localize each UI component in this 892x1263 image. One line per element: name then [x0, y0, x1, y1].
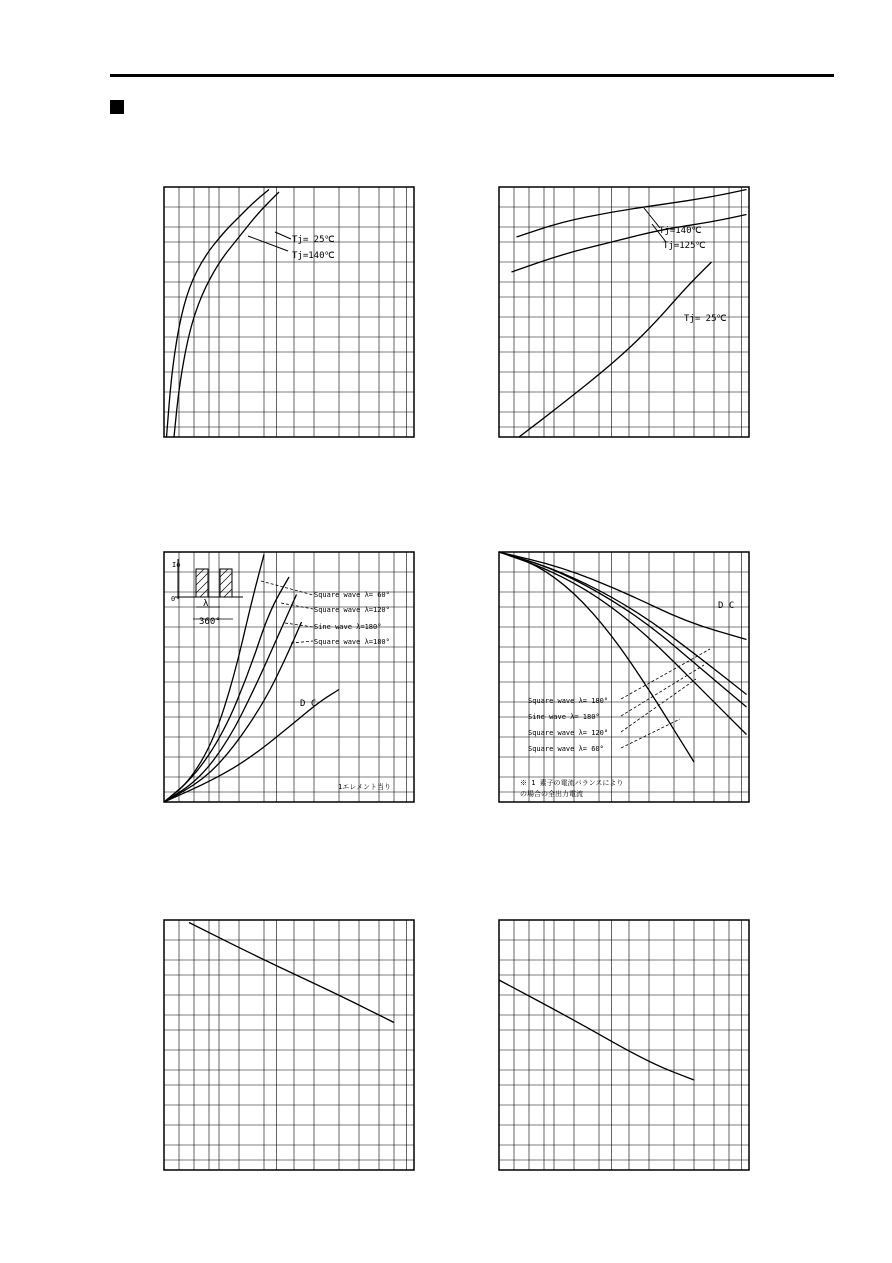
chart-surge-current: [163, 919, 415, 1172]
chart-4-note-2: の場合の全出力電流: [520, 790, 583, 798]
chart-6-svg: [498, 919, 750, 1172]
chart-2-label-tj125: Tj=125℃: [663, 241, 706, 251]
chart-4-leader-1: [621, 649, 710, 699]
chart-2-leader-1: [644, 208, 660, 228]
chart-2-label-tj140: Tj=140℃: [659, 226, 702, 236]
chart-1-series-2-line: [174, 192, 279, 437]
chart-1-label-tj140: Tj=140℃: [292, 251, 335, 261]
chart-4-note-1: ※ 1 素子の電流バランスにより: [520, 779, 624, 787]
chart-1-svg: [163, 186, 415, 439]
waveform-inset: [171, 559, 243, 627]
chart-1-leader-2: [248, 236, 288, 251]
chart-1-label-tj25: Tj= 25℃: [292, 235, 335, 245]
chart-4-label-sq60: Square wave λ= 60°: [528, 745, 604, 753]
chart-4-label-sq180: Square wave λ= 180°: [528, 697, 609, 705]
chart-reverse-characteristic: [498, 186, 750, 439]
chart-6-frame: [499, 920, 749, 1170]
chart-3-label-sq180: Square wave λ=180°: [314, 638, 390, 646]
inset-zero-label: 0: [171, 595, 176, 603]
chart-2-frame: [499, 187, 749, 437]
chart-1-leader-1: [275, 232, 291, 239]
chart-3-leader-1: [261, 581, 313, 595]
chart-2-svg: [498, 186, 750, 439]
chart-4-leader-2: [621, 665, 704, 716]
chart-2-label-tj25: Tj= 25℃: [684, 314, 727, 324]
chart-5-series-1-line: [189, 923, 394, 1023]
chart-4-series-4-line: [499, 552, 747, 695]
chart-3-label-sq60: Square wave λ= 60°: [314, 591, 390, 599]
chart-4-series-3-line: [499, 552, 747, 707]
chart-3-svg: [163, 551, 415, 804]
chart-3-label-sine180: Sine wave λ=180°: [314, 623, 382, 631]
chart-4-label-sine180: Sine wave λ= 180°: [528, 713, 600, 721]
chart-1-series-1-line: [167, 190, 270, 438]
chart-4-label-dc: D C: [718, 601, 735, 611]
chart-power-dissipation: [163, 551, 415, 804]
chart-3-leader-2: [281, 603, 313, 609]
inset-360-label: 360°: [199, 617, 221, 627]
chart-1-frame: [164, 187, 414, 437]
chart-5-svg: [163, 919, 415, 1172]
chart-3-label-per-element: 1エレメント当り: [338, 783, 392, 791]
chart-2-series-1-line: [517, 190, 747, 238]
chart-forward-characteristic: [163, 186, 415, 439]
chart-transient-thermal: [498, 919, 750, 1172]
chart-4-leader-4: [621, 719, 680, 748]
inset-io-label: Io: [172, 561, 181, 569]
section-bullet-icon: [110, 100, 124, 114]
header-rule: [110, 74, 834, 77]
chart-4-label-sq120: Square wave λ= 120°: [528, 729, 609, 737]
chart-4-svg: [498, 551, 750, 804]
chart-3-label-dc: D C: [300, 699, 317, 709]
chart-current-derating: [498, 551, 750, 804]
chart-4-series-2-line: [499, 552, 747, 735]
chart-2-series-3-line: [519, 262, 712, 437]
chart-5-frame: [164, 920, 414, 1170]
chart-3-label-sq120: Square wave λ=120°: [314, 606, 390, 614]
chart-4-leader-3: [621, 679, 696, 732]
inset-lambda-label: λ: [203, 599, 209, 609]
